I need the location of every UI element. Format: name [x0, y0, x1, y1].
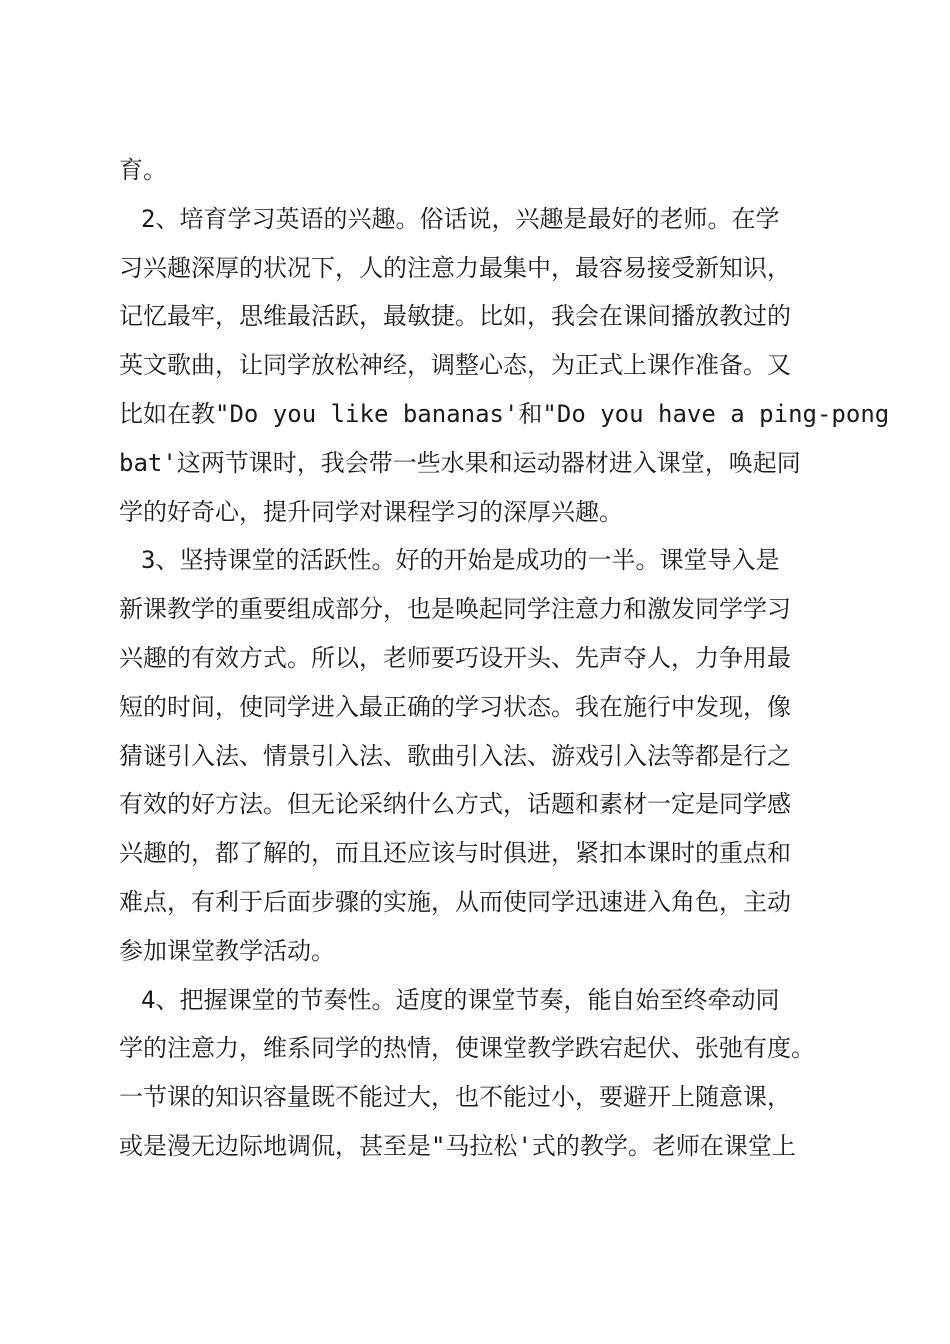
text-line: 3、坚持课堂的活跃性。好的开始是成功的一半。课堂导入是: [141, 546, 780, 575]
text-line: 新课教学的重要组成部分，也是唤起同学注意力和激发同学学习: [119, 595, 791, 624]
paragraph-interest: [119, 195, 890, 537]
text-line: 参加课堂教学活动。: [119, 936, 335, 965]
document-body: [119, 146, 890, 1171]
text-line: 学的注意力，维系同学的热情，使课堂教学跌宕起伏、张弛有度。: [119, 1034, 815, 1063]
text-line: 难点，有利于后面步骤的实施，从而使同学迅速进入角色，主动: [119, 887, 791, 916]
text-line: 育。: [119, 156, 167, 184]
text-line: 学的好奇心，提升同学对课程学习的深厚兴趣。: [119, 497, 623, 526]
text-line: 英文歌曲，让同学放松神经，调整心态，为正式上课作准备。又: [119, 351, 791, 380]
text-line: bat'这两节课时，我会带一些水果和运动器材进入课堂，唤起同: [119, 448, 801, 477]
text-line: 4、把握课堂的节奏性。适度的课堂节奏，能自始至终牵动同: [141, 985, 780, 1014]
text-line: 或是漫无边际地调侃，甚至是"马拉松'式的教学。老师在课堂上: [119, 1131, 796, 1160]
text-line: 比如在教"Do you like bananas'和"Do you have a ping-pong: [119, 399, 890, 428]
text-line: 有效的好方法。但无论采纳什么方式，话题和素材一定是同学感: [119, 790, 791, 819]
paragraph-rhythm: [119, 976, 835, 1171]
text-line: 记忆最牢，思维最活跃，最敏捷。比如，我会在课间播放教过的: [119, 302, 791, 331]
text-line: 兴趣的，都了解的，而且还应该与时俱进，紧扣本课时的重点和: [119, 839, 791, 868]
text-line: 兴趣的有效方式。所以，老师要巧设开头、先声夺人，力争用最: [119, 643, 791, 672]
paragraph-activity: [119, 536, 835, 975]
text-line: 一节课的知识容量既不能过大，也不能过小，要避开上随意课，: [119, 1083, 791, 1112]
text-line: 2、培育学习英语的兴趣。俗话说，兴趣是最好的老师。在学: [141, 204, 780, 233]
text-line: 短的时间，使同学进入最正确的学习状态。我在施行中发现，像: [119, 692, 791, 721]
text-line: 猜谜引入法、情景引入法、歌曲引入法、游戏引入法等都是行之: [119, 741, 791, 770]
paragraph-fragment: [119, 146, 835, 195]
text-line: 习兴趣深厚的状况下，人的注意力最集中，最容易接受新知识，: [119, 253, 791, 282]
